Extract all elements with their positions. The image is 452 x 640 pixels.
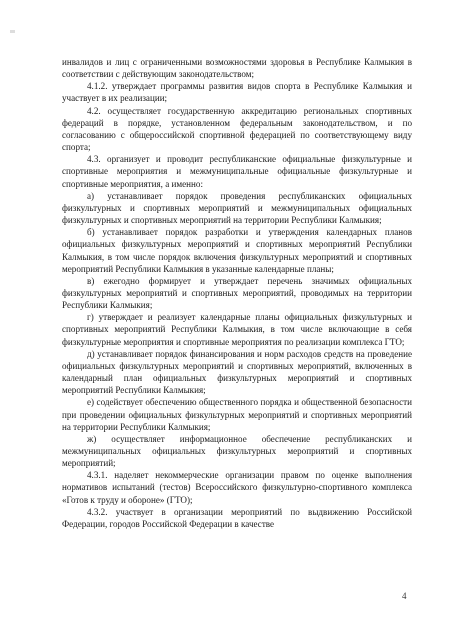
scan-mark (10, 30, 15, 33)
paragraph: 4.1.2. утверждает программы развития видов спорта в Республике Калмыкия и участвует в их реализации; (62, 81, 412, 104)
paragraph: 4.3. организует и проводит республиканские официальные физкультурные и спортивные мероприятия и межмуниципальные официальные физкультурные и спортивные мероприятия, а именно: (62, 154, 412, 189)
paragraph: в) ежегодно формирует и утверждает перечень значимых официальных физкультурных мероприятий и спортивных мероприятий, проводимых на территории Республики Калмыкия; (62, 275, 412, 311)
paragraph: 4.3.1. наделяет некоммерческие организации правом по оценке выполнения нормативов испытаний (тестов) Всероссийского физкультурно-спортивного комплекса «Готов к труду и обороне» (ГТО); (62, 470, 412, 505)
page-number: 4 (402, 591, 407, 601)
paragraph: б) устанавливает порядок разработки и утверждения календарных планов официальных физкультурных мероприятий и спортивных мероприятий Республики Калмыкия, в том числе порядок включения физкультурных мероприятий и спортивных мероприятий Республики Калмыкия в указанные календарные планы; (62, 227, 412, 274)
paragraph: г) утверждает и реализует календарные планы официальных физкультурных и спортивных мероприятий Республики Калмыкия, в том числе включающие в себя физкультурные мероприятия и спортивные мероприятия по реализации комплекса ГТО; (62, 312, 412, 347)
paragraph: е) содействует обеспечению общественного порядка и общественной безопасности при проведении официальных физкультурных мероприятий и спортивных мероприятий на территории Республики Калмыкия; (62, 397, 412, 432)
paragraph: инвалидов и лиц с ограниченными возможностями здоровья в Республике Калмыкия в соответствии с действующим законодательством; (62, 57, 412, 80)
paragraph: а) устанавливает порядок проведения республиканских официальных физкультурных и спортивных мероприятий и межмуниципальных официальных физкультурных и спортивных мероприятий на территории Республики Калмыкия; (62, 190, 412, 226)
paragraph: ж) осуществляет информационное обеспечение республиканских и межмуниципальных официальных физкультурных мероприятий и спортивных мероприятий; (62, 433, 412, 469)
paragraph: 4.3.2. участвует в организации мероприятий по выдвижению Российской Федерации, городов Российской Федерации в качестве (62, 506, 412, 529)
document-body (62, 56, 412, 530)
paragraph: 4.2. осуществляет государственную аккредитацию региональных спортивных федераций в порядке, установленном федеральным законодательством, и по согласованию с общероссийской спортивной федерацией по соответствующему виду спорта; (62, 105, 412, 153)
paragraph: д) устанавливает порядок финансирования и норм расходов средств на проведение официальных физкультурных мероприятий и спортивных мероприятий, включенных в календарный план официальных физкультурных мероприятий и спортивных мероприятий Республики Калмыкия; (62, 348, 412, 396)
